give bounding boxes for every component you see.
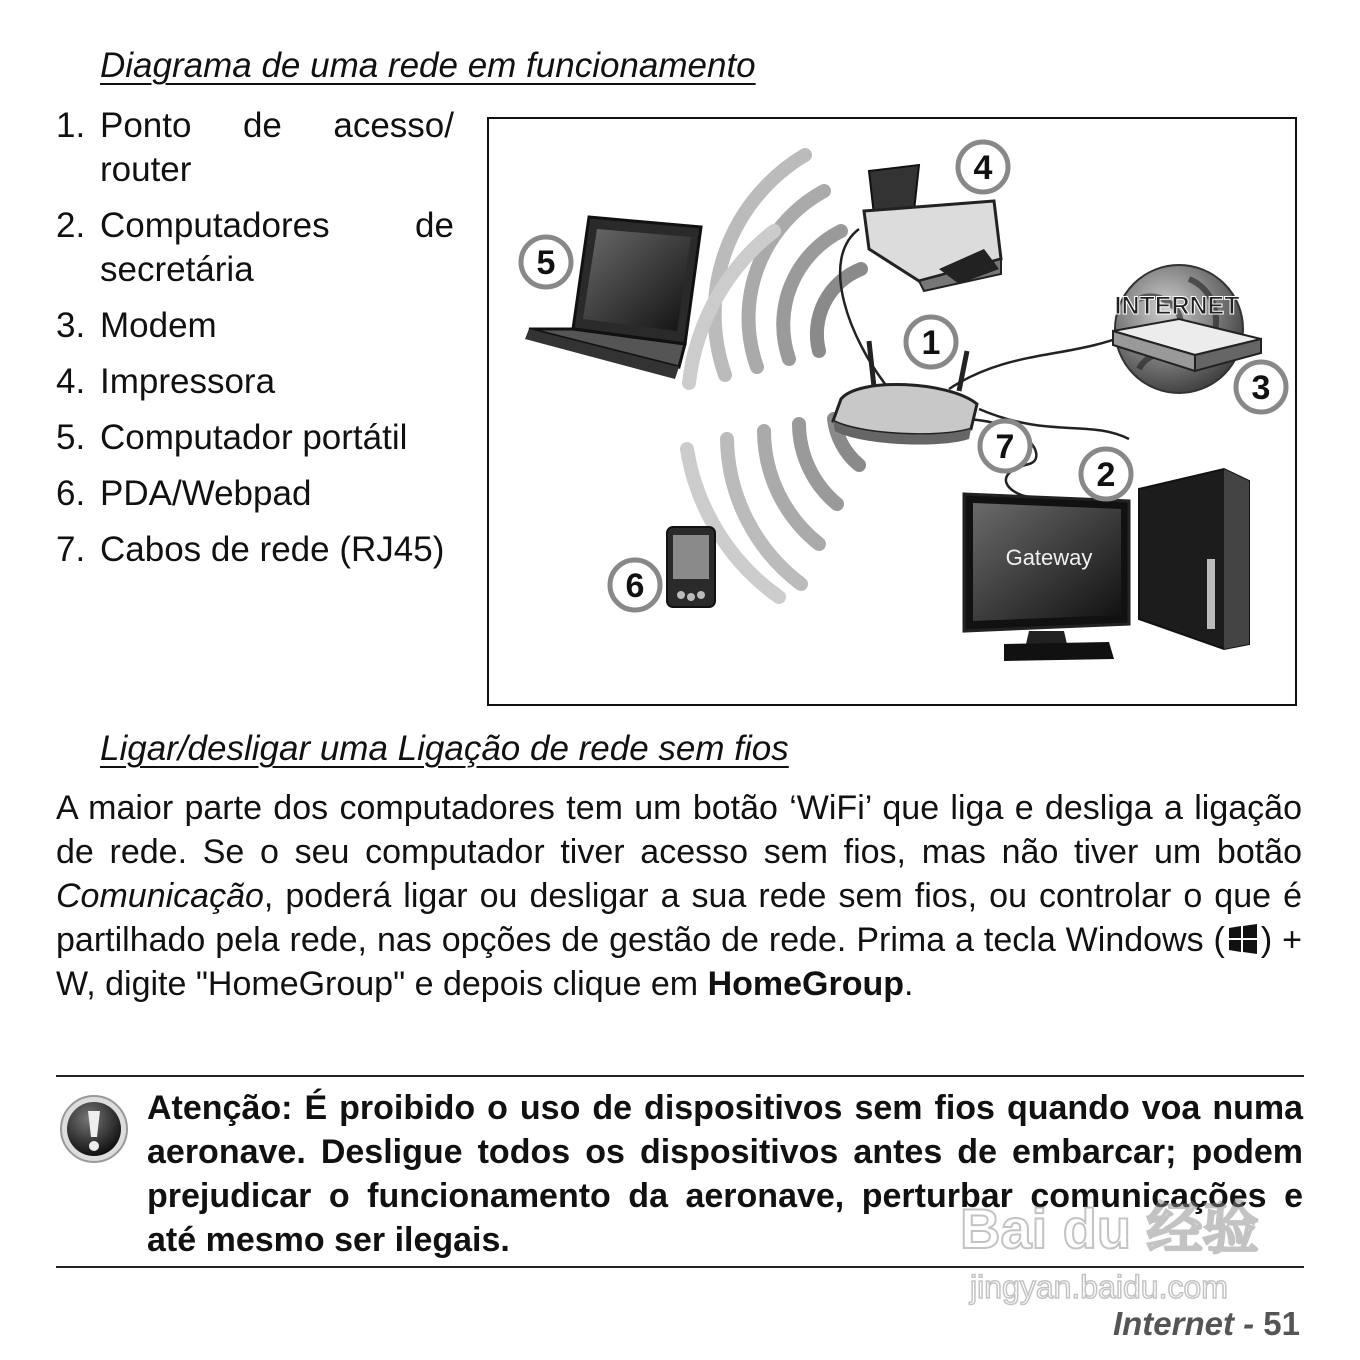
footer-section: Internet - [1112, 1305, 1255, 1342]
list-number: 1. [56, 106, 86, 145]
paragraph-text: , poderá ligar ou desligar a sua rede sem fios, ou controlar o que é partilhado pela rede, nas opções de gestão de rede. Prima a tecla Windows ( [56, 877, 1302, 959]
callout-badge-4 [958, 142, 1008, 192]
pda-icon [667, 527, 715, 607]
legend-item-laptop: Computador portátil [100, 418, 408, 457]
list-number: 7. [56, 530, 86, 569]
list-number: 2. [56, 206, 86, 245]
paragraph-text: . [904, 965, 914, 1003]
router-icon [833, 341, 977, 445]
list-item [56, 472, 454, 516]
warning-exclamation-icon [58, 1093, 130, 1165]
divider [56, 1075, 1304, 1077]
paragraph-text: A maior parte dos computadores tem um botão ‘WiFi’ que liga e desliga a ligação de rede. Se o seu computador tiver acesso sem fios, mas não tiver um botão [56, 789, 1302, 871]
svg-text:6: 6 [625, 567, 645, 605]
list-item [56, 416, 454, 460]
list-item [56, 204, 454, 292]
list-number: 3. [56, 306, 86, 345]
svg-text:jingyan.baidu.com: jingyan.baidu.com [970, 1269, 1228, 1305]
list-number: 4. [56, 362, 86, 401]
callout-badge-6 [610, 560, 660, 610]
monitor-brand-label: Gateway [1005, 545, 1093, 570]
windows-logo-icon [1227, 923, 1259, 955]
paragraph-text: ) + W, digite "HomeGroup" e depois clique em [56, 921, 1303, 1003]
svg-text:2: 2 [1096, 456, 1116, 494]
svg-text:7: 7 [995, 428, 1015, 466]
svg-text:3: 3 [1251, 369, 1271, 407]
svg-text:5: 5 [536, 244, 556, 282]
device-legend [56, 104, 454, 584]
legend-item-desktops: Computadores de secretária [100, 206, 454, 289]
list-number: 5. [56, 418, 86, 457]
network-diagram-illustration [489, 119, 1295, 704]
callout-badge-2 [1081, 449, 1131, 499]
page-footer [1113, 1305, 1300, 1343]
legend-item-router: Ponto de acesso/ router [100, 106, 454, 189]
list-item [56, 104, 454, 192]
callout-badge-5 [521, 237, 571, 287]
wireless-heading: Ligar/desligar uma Ligação de rede sem fios [100, 729, 789, 768]
warning-text: Atenção: É proibido o uso de dispositivos sem fios quando voa numa aeronave. Desligue todos os dispositivos antes de embarcar; podem prejudicar o funcionamento da aeronave, perturbar comunicações e até mesmo ser ilegais. [147, 1089, 1303, 1259]
svg-text:1: 1 [921, 324, 941, 362]
legend-item-printer: Impressora [100, 362, 276, 401]
network-diagram [487, 117, 1297, 706]
callout-badge-7 [980, 421, 1030, 471]
legend-item-modem: Modem [100, 306, 217, 345]
legend-item-cables: Cabos de rede (RJ45) [100, 530, 445, 569]
wireless-paragraph [56, 786, 1302, 1006]
legend-item-pda: PDA/Webpad [100, 474, 312, 513]
paragraph-emphasis: Comunicação [56, 877, 264, 915]
callout-badge-1 [906, 317, 956, 367]
internet-label: INTERNET [1114, 292, 1240, 320]
page-number: 51 [1263, 1305, 1300, 1342]
list-item [56, 528, 454, 572]
svg-text:4: 4 [973, 149, 993, 187]
callout-badge-3 [1236, 362, 1286, 412]
list-item [56, 360, 454, 404]
homegroup-label: HomeGroup [707, 965, 905, 1003]
svg-text:Bai du 经验: Bai du 经验 [960, 1197, 1259, 1260]
list-number: 6. [56, 474, 86, 513]
diagram-heading: Diagrama de uma rede em funcionamento [100, 46, 756, 85]
list-item [56, 304, 454, 348]
baidu-watermark-logo [940, 1180, 1280, 1310]
